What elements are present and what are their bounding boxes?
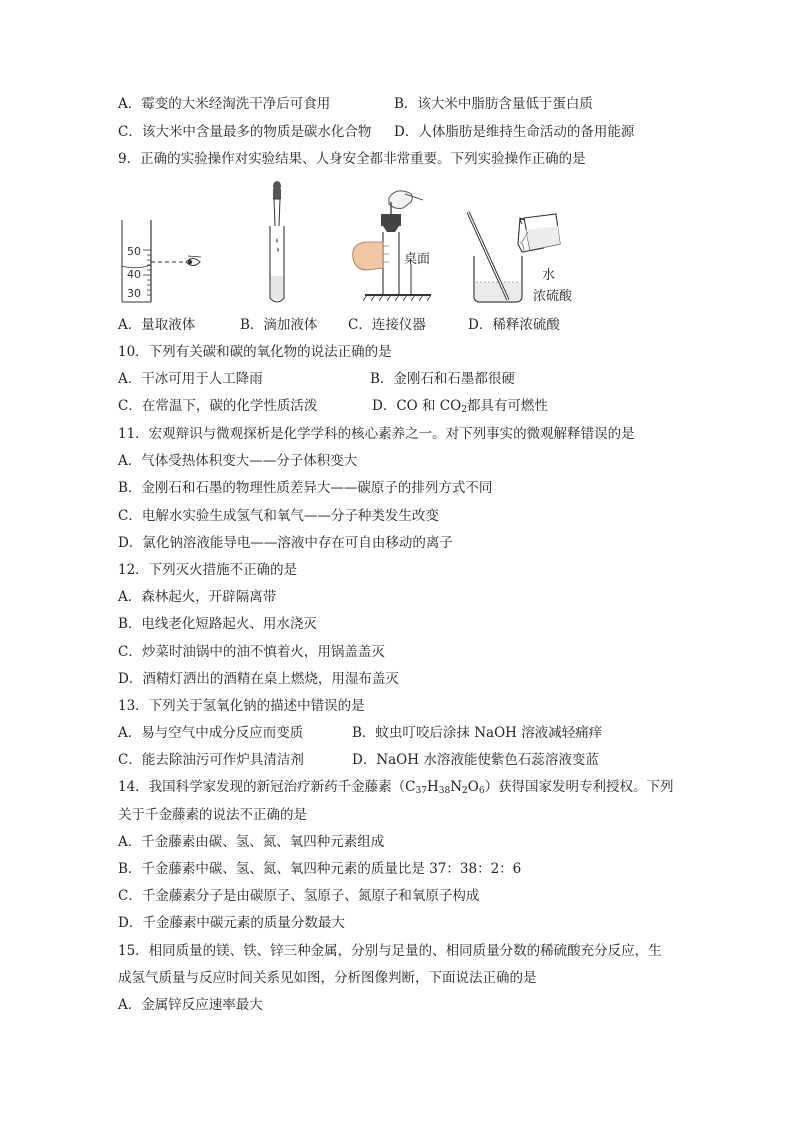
dropper-test-tube-figure — [262, 180, 294, 306]
cylinder-tick-30: 30 — [127, 287, 141, 300]
q13-stem: 13．下列关于氢氧化钠的描述中错误的是 — [118, 698, 365, 714]
q14-option-a: A．千金藤素由碳、氢、氮、氧四种元素组成 — [118, 834, 385, 850]
q13-option-c: C．能去除油污可作炉具清洁剂 — [118, 752, 304, 768]
q15-stem-line1: 15．相同质量的镁、铁、锌三种金属，分别与足量的、相同质量分数的稀硫酸充分反应，生 — [118, 943, 662, 959]
q10-stem: 10．下列有关碳和碳的氧化物的说法正确的是 — [118, 344, 392, 360]
q12-option-d: D．酒精灯洒出的酒精在桌上燃烧，用湿布盖灭 — [118, 671, 399, 687]
q11-option-d: D．氯化钠溶液能导电——溶液中存在可自由移动的离子 — [118, 535, 453, 551]
q10-option-a: A．干冰可用于人工降雨 — [118, 371, 263, 387]
q14-option-d: D．千金藤素中碳元素的质量分数最大 — [118, 915, 345, 931]
q15-stem-line2: 成氢气质量与反应时间关系见如图，分析图像判断，下面说法正确的是 — [118, 970, 537, 986]
q13-option-a: A．易与空气中成分反应而变质 — [118, 725, 304, 741]
q12-stem: 12．下列灭火措施不正确的是 — [118, 562, 298, 578]
q9-caption-c: C．连接仪器 — [348, 317, 426, 333]
q14-option-c: C．千金藤素分子是由碳原子、氢原子、氮原子和氧原子构成 — [118, 888, 480, 904]
q12-option-a: A．森林起火，开辟隔离带 — [118, 589, 277, 605]
q10-option-c: C．在常温下，碳的化学性质活泼 — [118, 398, 318, 414]
q15-option-a: A．金属锌反应速率最大 — [118, 997, 263, 1013]
eye-icon — [186, 256, 201, 266]
concentrated-acid-label: 浓硫酸 — [533, 289, 573, 304]
q11-option-b: B．金刚石和石墨的物理性质差异大——碳原子的排列方式不同 — [118, 480, 493, 496]
q14-stem-line1: 14．我国科学家发现的新冠治疗新药千金藤素$(C_{37}H_{38}N_2O_6)$获得国家发明专利授权。下列 — [118, 779, 674, 796]
q11-option-c: C．电解水实验生成氢气和氧气——分子种类发生改变 — [118, 508, 439, 524]
q13-option-b: B．蚊虫叮咬后涂抹 NaOH 溶液减轻痛痒 — [352, 725, 603, 741]
q8-option-c: C．该大米中含量最多的物质是碳水化合物 — [118, 124, 372, 140]
q11-stem: 11．宏观辩识与微观探析是化学学科的核心素养之一。对下列事实的微观解释错误的是 — [118, 426, 635, 442]
q10-option-d: D．CO 和 $CO_2$都具有可燃性 — [372, 398, 548, 415]
graduated-cylinder-figure — [118, 214, 208, 304]
q10-option-b: B．金刚石和石墨都很硬 — [370, 371, 515, 387]
q12-option-c: C．炒菜时油锅中的油不慎着火，用锅盖盖灭 — [118, 644, 385, 660]
q8-option-a: A．霉变的大米经淘洗干净后可食用 — [118, 96, 331, 112]
cylinder-tick-50: 50 — [127, 245, 141, 258]
q8-option-d: D．人体脂肪是维持生命活动的备用能源 — [394, 124, 635, 140]
pouring-beaker-figure — [518, 208, 568, 256]
connect-apparatus-figure — [345, 180, 450, 305]
q11-option-a: A．气体受热体积变大——分子体积变大 — [118, 453, 358, 469]
q13-option-d: D．NaOH 水溶液能使紫色石蕊溶液变蓝 — [352, 752, 599, 768]
cylinder-tick-40: 40 — [127, 268, 141, 281]
q8-option-b: B．该大米中脂肪含量低于蛋白质 — [394, 96, 593, 112]
q9-caption-b: B．滴加液体 — [240, 317, 318, 333]
q9-caption-a: A．量取液体 — [118, 317, 196, 333]
q9-stem: 9．正确的实验操作对实验结果、人身安全都非常重要。下列实验操作正确的是 — [118, 151, 586, 167]
water-label: 水 — [542, 268, 556, 283]
q14-stem-line2: 关于千金藤素的说法不正确的是 — [118, 807, 307, 823]
table-label: 桌面 — [404, 252, 431, 267]
q14-option-b: B．千金藤素中碳、氢、氮、氧四种元素的质量比是 37：38：2：6 — [118, 861, 522, 877]
q12-option-b: B．电线老化短路起火、用水浇灭 — [118, 616, 317, 632]
q9-caption-d: D．稀释浓硫酸 — [468, 317, 560, 333]
